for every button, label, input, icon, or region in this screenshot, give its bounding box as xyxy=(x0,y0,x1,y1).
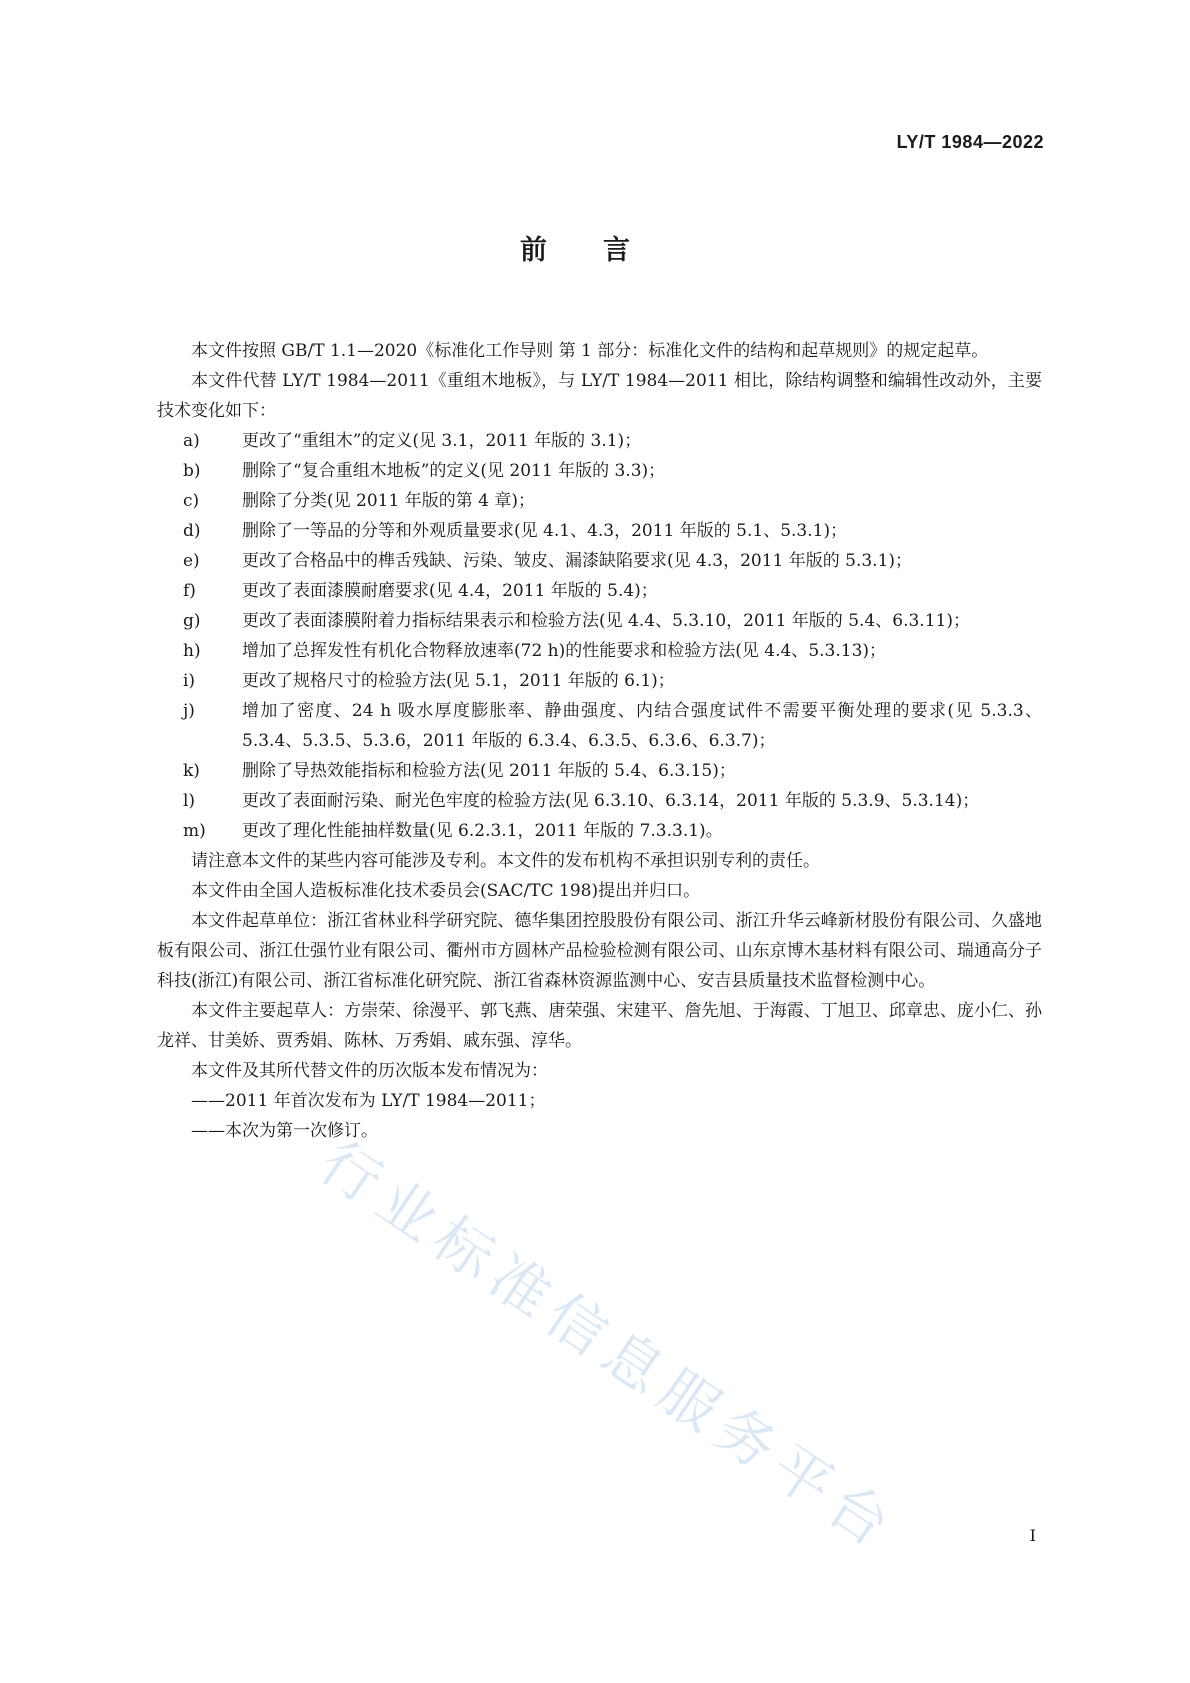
list-item-text: 删除了“复合重组木地板”的定义(见 2011 年版的 3.3)； xyxy=(242,461,666,481)
list-item-label: m) xyxy=(183,821,206,841)
paragraph-committee: 本文件由全国人造板标准化技术委员会(SAC/TC 198)提出并归口。 xyxy=(191,881,701,901)
list-item xyxy=(183,696,1042,756)
list-item xyxy=(183,456,1042,486)
list-item xyxy=(183,486,1042,516)
list-item-text: 删除了导热效能指标和检验方法(见 2011 年版的 5.4、6.3.15)； xyxy=(242,761,736,781)
paragraph-drafters: 本文件主要起草人：方崇荣、徐漫平、郭飞燕、唐荣强、宋建平、詹先旭、于海霞、丁旭卫、邱章忠、庞小仁、孙龙祥、甘美娇、贾秀娟、陈林、万秀娟、戚东强、淳华。 xyxy=(157,1001,1042,1051)
paragraph-patent-notice: 请注意本文件的某些内容可能涉及专利。本文件的发布机构不承担识别专利的责任。 xyxy=(191,851,820,871)
document-body xyxy=(157,336,1042,1146)
title-part-2: 言 xyxy=(603,235,630,266)
list-item-text: 增加了总挥发性有机化合物释放速率(72 h)的性能要求和检验方法(见 4.4、5.3.13)； xyxy=(242,641,887,661)
list-item-label: g) xyxy=(183,611,201,631)
list-item-label: j) xyxy=(183,701,195,721)
changes-list xyxy=(157,426,1042,846)
paragraph-drafting-units: 本文件起草单位：浙江省林业科学研究院、德华集团控股股份有限公司、浙江升华云峰新材股份有限公司、久盛地板有限公司、浙江仕强竹业有限公司、衢州市方圆林产品检验检测有限公司、山东京博木基材料有限公司、瑞通高分子科技(浙江)有限公司、浙江省标准化研究院、浙江省森林资源监测中心、安吉县质量技术监督检测中心。 xyxy=(157,911,1042,991)
list-item-text: 删除了分类(见 2011 年版的第 4 章)； xyxy=(242,491,535,511)
paragraph-drafting-basis: 本文件按照 GB/T 1.1—2020《标准化工作导则 第 1 部分：标准化文件的结构和起草规则》的规定起草。 xyxy=(191,341,989,361)
list-item-text: 更改了规格尺寸的检验方法(见 5.1，2011 年版的 6.1)； xyxy=(242,671,675,691)
list-item-label: i) xyxy=(183,671,196,691)
title-part-1: 前 xyxy=(520,235,547,266)
list-item xyxy=(183,426,1042,456)
list-item-label: d) xyxy=(183,521,201,541)
page-title xyxy=(0,228,1150,267)
list-item-text: 更改了“重组木”的定义(见 3.1，2011 年版的 3.1)； xyxy=(242,431,642,451)
list-item-text: 更改了表面漆膜附着力指标结果表示和检验方法(见 4.4、5.3.10，2011 年版的 5.4、6.3.11)； xyxy=(242,611,970,631)
list-item-text: 更改了表面漆膜耐磨要求(见 4.4，2011 年版的 5.4)； xyxy=(242,581,658,601)
list-item xyxy=(183,516,1042,546)
list-item-label: h) xyxy=(183,641,201,661)
history-item: ——2011 年首次发布为 LY/T 1984—2011； xyxy=(191,1091,546,1111)
list-item-label: a) xyxy=(183,431,200,451)
list-item-text: 更改了理化性能抽样数量(见 6.2.3.1，2011 年版的 7.3.3.1)。 xyxy=(242,821,723,841)
list-item xyxy=(183,756,1042,786)
list-item-label: c) xyxy=(183,491,200,511)
list-item xyxy=(183,786,1042,816)
history-item: ——本次为第一次修订。 xyxy=(191,1121,378,1141)
list-item-text: 更改了表面耐污染、耐光色牢度的检验方法(见 6.3.10、6.3.14，2011 年版的 5.3.9、5.3.14)； xyxy=(242,791,980,811)
list-item xyxy=(183,606,1042,636)
watermark: 行业标准信息服务平台 xyxy=(308,1127,910,1565)
list-item-label: k) xyxy=(183,761,200,781)
list-item xyxy=(183,546,1042,576)
list-item xyxy=(183,666,1042,696)
list-item-label: f) xyxy=(183,581,196,601)
paragraph-history-intro: 本文件及其所代替文件的历次版本发布情况为： xyxy=(191,1061,548,1081)
standard-code: LY/T 1984—2022 xyxy=(896,132,1044,152)
list-item xyxy=(183,576,1042,606)
list-item-text: 更改了合格品中的榫舌残缺、污染、皱皮、漏漆缺陷要求(见 4.3，2011 年版的 5.3.1)； xyxy=(242,551,913,571)
list-item-text: 增加了密度、24 h 吸水厚度膨胀率、静曲强度、内结合强度试件不需要平衡处理的要求(见 5.3.3、5.3.4、5.3.5、5.3.6，2011 年版的 6.3.4、6.3.5、6.3.6、6.3.7)； xyxy=(242,701,1042,751)
page-number: I xyxy=(1029,1526,1036,1545)
list-item-label: e) xyxy=(183,551,200,571)
list-item xyxy=(183,636,1042,666)
list-item-label: l) xyxy=(183,791,196,811)
list-item xyxy=(183,816,1042,846)
list-item-label: b) xyxy=(183,461,201,481)
paragraph-replacement: 本文件代替 LY/T 1984—2011《重组木地板》，与 LY/T 1984—2011 相比，除结构调整和编辑性改动外，主要技术变化如下： xyxy=(157,371,1042,421)
list-item-text: 删除了一等品的分等和外观质量要求(见 4.1、4.3，2011 年版的 5.1、5.3.1)； xyxy=(242,521,848,541)
